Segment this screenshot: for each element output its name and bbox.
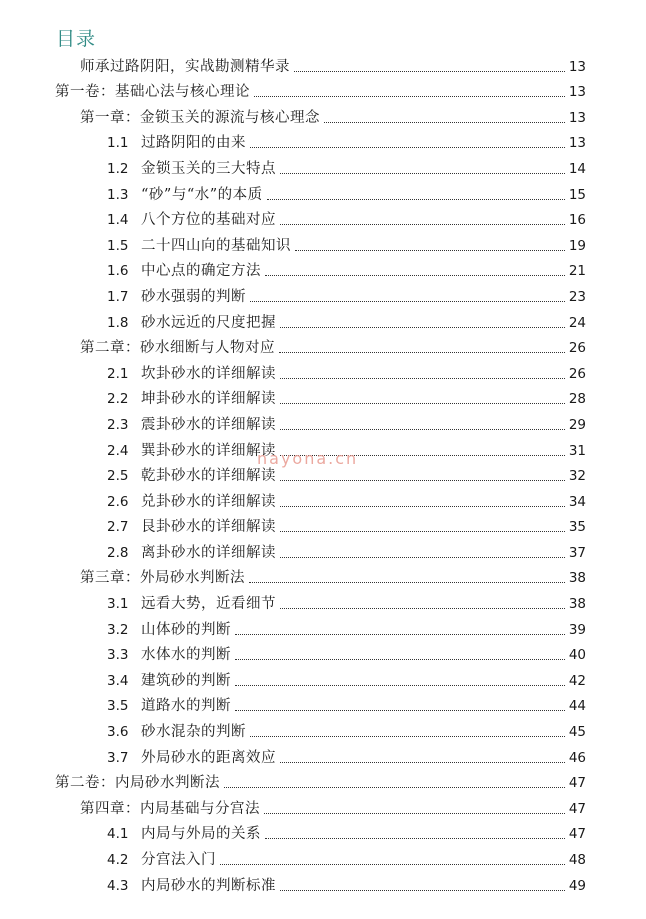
- toc-entry-title: 道路水的判断: [141, 698, 231, 715]
- toc-entry-title: 师承过路阴阳，实战勘测精华录: [80, 58, 290, 75]
- toc-section-number: 3.6: [107, 724, 129, 741]
- toc-dot-leader: [249, 581, 565, 583]
- toc-entry-title: 砂水混杂的判断: [141, 724, 246, 741]
- toc-entry-title: 第三章：外局砂水判断法: [80, 570, 245, 587]
- toc-dot-leader: [235, 709, 565, 711]
- toc-section-row[interactable]: [0, 587, 646, 613]
- toc-section-row[interactable]: [0, 383, 646, 409]
- toc-section-number: 2.4: [107, 442, 129, 459]
- toc-page-number: 26: [568, 365, 586, 382]
- toc-entry-title: 水体水的判断: [141, 647, 231, 664]
- toc-section-row[interactable]: [0, 255, 646, 281]
- toc-section-number: 4.1: [107, 826, 129, 843]
- toc-page-number: 45: [568, 724, 586, 741]
- toc-section-row[interactable]: [0, 741, 646, 767]
- toc-section-row[interactable]: [0, 869, 646, 895]
- toc-section-number: 1.1: [107, 135, 129, 152]
- toc-page-number: 13: [568, 84, 586, 101]
- toc-section-row[interactable]: [0, 843, 646, 869]
- toc-page-number: 38: [568, 596, 586, 613]
- toc-dot-leader: [265, 274, 565, 276]
- toc-entry-title: 远看大势，近看细节: [141, 596, 276, 613]
- toc-dot-leader: [294, 70, 565, 72]
- toc-entry-title: “砂”与“水”的本质: [141, 186, 263, 203]
- toc-dot-leader: [280, 326, 565, 328]
- toc-dot-leader: [279, 351, 565, 353]
- toc-page-number: 16: [568, 212, 586, 229]
- toc-dot-leader: [267, 198, 565, 200]
- toc-page-number: 48: [568, 852, 586, 868]
- toc-page-number: 39: [568, 621, 586, 638]
- toc-section-row[interactable]: [0, 306, 646, 332]
- toc-page-number: 31: [568, 442, 586, 459]
- toc-title: 目录: [56, 28, 97, 50]
- toc-dot-leader: [280, 172, 565, 174]
- toc-section-row[interactable]: [0, 408, 646, 434]
- toc-volume-row[interactable]: [0, 767, 646, 793]
- toc-page-number: 35: [568, 519, 586, 536]
- toc-page-number: 28: [568, 391, 586, 408]
- toc-entry-title: 内局与外局的关系: [141, 826, 261, 843]
- toc-section-row[interactable]: [0, 511, 646, 537]
- toc-volume-row[interactable]: [0, 76, 646, 102]
- toc-dot-leader: [280, 223, 565, 225]
- toc-page-number: 46: [568, 749, 586, 766]
- toc-section-number: 3.4: [107, 672, 129, 689]
- toc-section-number: 2.5: [107, 468, 129, 485]
- toc-dot-leader: [280, 607, 565, 609]
- toc-page-number: 13: [568, 58, 586, 75]
- toc-section-row[interactable]: [0, 485, 646, 511]
- toc-entry-title: 第二章：砂水细断与人物对应: [80, 340, 275, 357]
- toc-entry-title: 山体砂的判断: [141, 621, 231, 638]
- toc-section-row[interactable]: [0, 664, 646, 690]
- toc-dot-leader: [280, 761, 565, 763]
- toc-section-number: 2.2: [107, 391, 129, 408]
- toc-section-row[interactable]: [0, 127, 646, 153]
- toc-page-number: 49: [568, 877, 586, 894]
- toc-entry-title: 离卦砂水的详细解读: [141, 544, 276, 561]
- toc-dot-leader: [235, 684, 565, 686]
- toc-section-number: 3.5: [107, 698, 129, 715]
- toc-page-number: 37: [568, 544, 586, 561]
- toc-entry-title: 二十四山向的基础知识: [141, 237, 291, 254]
- toc-section-number: 1.6: [107, 263, 129, 280]
- toc-entry-title: 第二卷：内局砂水判断法: [55, 775, 220, 792]
- toc-section-number: 2.3: [107, 416, 129, 433]
- toc-entry-title: 建筑砂的判断: [141, 672, 231, 689]
- toc-page-number: 40: [568, 647, 586, 664]
- toc-section-row[interactable]: [0, 536, 646, 562]
- toc-section-row[interactable]: [0, 152, 646, 178]
- toc-section-number: 4.3: [107, 877, 129, 894]
- toc-entry-title: 坎卦砂水的详细解读: [141, 365, 276, 382]
- toc-dot-leader: [280, 505, 565, 507]
- toc-section-number: 3.3: [107, 647, 129, 664]
- toc-dot-leader: [264, 812, 565, 814]
- toc-page-number: 47: [568, 826, 586, 843]
- toc-dot-leader: [324, 121, 565, 123]
- toc-entry-title: 第一章：金锁玉关的源流与核心理念: [80, 109, 320, 126]
- toc-section-number: 1.7: [107, 288, 129, 305]
- toc-dot-leader: [280, 556, 565, 558]
- toc-dot-leader: [250, 300, 565, 302]
- toc-dot-leader: [250, 735, 565, 737]
- toc-entry-title: 艮卦砂水的详细解读: [141, 519, 276, 536]
- toc-section-row[interactable]: [0, 690, 646, 716]
- toc-section-row[interactable]: [0, 178, 646, 204]
- toc-page-number: 13: [568, 135, 586, 152]
- toc-entry-title: 过路阴阳的由来: [141, 135, 246, 152]
- toc-section-row[interactable]: [0, 613, 646, 639]
- toc-section-number: 1.8: [107, 314, 129, 331]
- toc-page-number: 26: [568, 340, 586, 357]
- toc-page-number: 14: [568, 160, 586, 177]
- toc-entry-title: 巽卦砂水的详细解读: [141, 442, 276, 459]
- toc-section-number: 3.7: [107, 749, 129, 766]
- toc-page-number: 44: [568, 698, 586, 715]
- toc-dot-leader: [280, 889, 565, 891]
- toc-chapter-row[interactable]: [0, 332, 646, 358]
- toc-page-number: 21: [568, 263, 586, 280]
- toc-preface-row[interactable]: [0, 50, 646, 76]
- toc-page-number: 15: [568, 186, 586, 203]
- toc-page-number: 34: [568, 493, 586, 510]
- toc-page-number: 42: [568, 672, 586, 689]
- toc-page-number: 13: [568, 109, 586, 126]
- toc-entry-title: 震卦砂水的详细解读: [141, 416, 276, 433]
- toc-entry-title: 坤卦砂水的详细解读: [141, 391, 276, 408]
- toc-dot-leader: [280, 402, 565, 404]
- toc-dot-leader: [235, 633, 565, 635]
- toc-dot-leader: [280, 530, 565, 532]
- toc-section-row[interactable]: [0, 280, 646, 306]
- toc-entry-title: 第四章：内局基础与分宫法: [80, 800, 260, 817]
- toc-entry-title: 内局砂水的判断标准: [141, 877, 276, 894]
- toc-section-number: 3.2: [107, 621, 129, 638]
- toc-dot-leader: [220, 863, 565, 865]
- toc-page-number: 38: [568, 570, 586, 587]
- toc-section-row[interactable]: [0, 639, 646, 665]
- toc-section-number: 3.1: [107, 596, 129, 613]
- toc-dot-leader: [280, 428, 565, 430]
- toc-section-number: 2.6: [107, 493, 129, 510]
- toc-section-row[interactable]: [0, 357, 646, 383]
- toc-section-number: 4.2: [107, 852, 129, 868]
- toc-section-number: 2.7: [107, 519, 129, 536]
- watermark: nayona.cn: [257, 449, 359, 468]
- toc-page-number: 23: [568, 288, 586, 305]
- toc-dot-leader: [254, 95, 565, 97]
- toc-chapter-row[interactable]: [0, 562, 646, 588]
- toc-entry-title: 中心点的确定方法: [141, 263, 261, 280]
- toc-section-number: 2.8: [107, 544, 129, 561]
- toc-dot-leader: [280, 479, 565, 481]
- toc-dot-leader: [235, 658, 565, 660]
- toc-list: [0, 50, 646, 895]
- toc-page-number: 47: [568, 775, 586, 792]
- toc-section-number: 1.4: [107, 212, 129, 229]
- toc-entry-title: 乾卦砂水的详细解读: [141, 468, 276, 485]
- toc-dot-leader: [224, 786, 565, 788]
- toc-section-row[interactable]: [0, 818, 646, 844]
- toc-chapter-row[interactable]: [0, 792, 646, 818]
- toc-entry-title: 砂水强弱的判断: [141, 288, 246, 305]
- toc-section-row[interactable]: [0, 715, 646, 741]
- toc-section-row[interactable]: [0, 204, 646, 230]
- toc-entry-title: 金锁玉关的三大特点: [141, 160, 276, 177]
- toc-section-number: 2.1: [107, 365, 129, 382]
- toc-section-number: 1.3: [107, 186, 129, 203]
- toc-chapter-row[interactable]: [0, 101, 646, 127]
- toc-entry-title: 外局砂水的距离效应: [141, 749, 276, 766]
- toc-entry-title: 兑卦砂水的详细解读: [141, 493, 276, 510]
- toc-section-number: 1.2: [107, 160, 129, 177]
- toc-entry-title: 砂水远近的尺度把握: [141, 314, 276, 331]
- toc-page-number: 32: [568, 468, 586, 485]
- toc-section-row[interactable]: [0, 229, 646, 255]
- toc-dot-leader: [265, 837, 565, 839]
- toc-dot-leader: [295, 249, 565, 251]
- toc-page-number: 24: [568, 314, 586, 331]
- toc-entry-title: 分宫法入门: [141, 852, 216, 868]
- toc-page-number: 29: [568, 416, 586, 433]
- toc-dot-leader: [280, 377, 565, 379]
- toc-page-number: 19: [568, 237, 586, 254]
- toc-entry-title: 第一卷：基础心法与核心理论: [55, 84, 250, 101]
- toc-entry-title: 八个方位的基础对应: [141, 212, 276, 229]
- toc-section-number: 1.5: [107, 237, 129, 254]
- toc-page-number: 47: [568, 800, 586, 817]
- toc-dot-leader: [250, 146, 565, 148]
